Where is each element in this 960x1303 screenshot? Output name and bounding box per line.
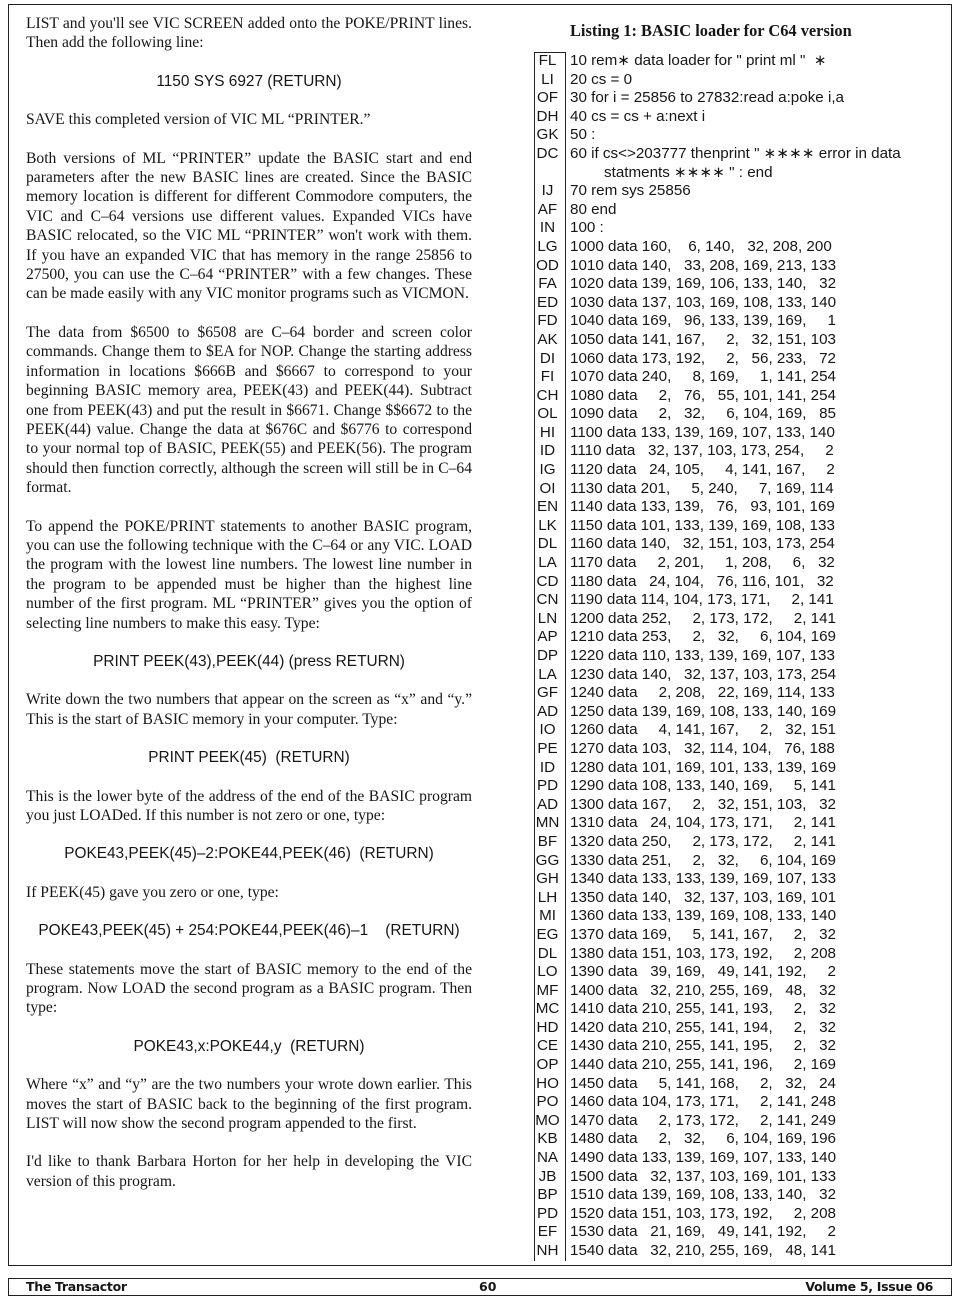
article-paragraph: I'd like to thank Barbara Horton for her help in developing the VIC version of this program. [26,1153,472,1190]
listing-line [530,535,950,554]
basic-statement: 1170 data 2, 201, 1, 208, 6, 32 [570,554,835,572]
listing-line [530,684,950,703]
checksum-code: OF [536,89,559,107]
basic-statement: 1400 data 32, 210, 255, 169, 48, 32 [570,981,836,999]
basic-statement: 1430 data 210, 255, 141, 195, 2, 32 [570,1037,836,1055]
page-footer [8,1278,952,1296]
basic-statement: 1260 data 4, 141, 167, 2, 32, 151 [570,721,836,739]
basic-statement: 1120 data 24, 105, 4, 141, 167, 2 [570,461,835,479]
listing-line [530,628,950,647]
basic-statement: 1280 data 101, 169, 101, 133, 139, 169 [570,758,837,776]
basic-statement: 1140 data 133, 139, 76, 93, 101, 169 [570,498,835,516]
listing-line [530,926,950,945]
basic-statement: 1270 data 103, 32, 114, 104, 76, 188 [570,739,835,757]
listing-line [530,759,950,778]
checksum-code: LA [538,554,557,572]
listing-line [530,1037,950,1056]
listing-line [530,573,950,592]
checksum-code: IJ [541,182,554,200]
checksum-code: EF [537,1223,558,1241]
command-line: POKE43,PEEK(45) + 254:POKE44,PEEK(46)–1 (RETURN) [38,922,460,940]
listing-line [530,721,950,740]
listing-line [530,201,950,220]
checksum-code: DL [537,535,558,553]
listing-line [530,740,950,759]
basic-statement: 1150 data 101, 133, 139, 169, 108, 133 [570,516,835,534]
listing-line [530,1019,950,1038]
basic-statement: 1500 data 32, 137, 103, 169, 101, 133 [570,1167,837,1185]
basic-statement: 1190 data 114, 104, 173, 171, 2, 141 [570,591,834,609]
basic-statement: 1130 data 201, 5, 240, 7, 169, 114 [570,479,834,497]
basic-statement: 1010 data 140, 33, 208, 169, 213, 133 [570,256,837,274]
checksum-code: ID [539,442,556,460]
listing-line [530,1075,950,1094]
basic-statement: 1100 data 133, 139, 169, 107, 133, 140 [570,423,835,441]
listing-line [530,517,950,536]
listing-line [530,350,950,369]
basic-statement: 1250 data 139, 169, 108, 133, 140, 169 [570,702,837,720]
checksum-code: AF [537,200,558,218]
article-column [26,14,472,1210]
listing-line [530,982,950,1001]
basic-statement: 30 for i = 25856 to 27832:read a:poke i,a [570,89,845,107]
listing-line [530,554,950,573]
command-line: POKE43,PEEK(45)–2:POKE44,PEEK(46) (RETURN) [64,845,434,863]
listing-line [530,1130,950,1149]
basic-statement: 1330 data 251, 2, 32, 6, 104, 169 [570,851,836,869]
checksum-code [530,164,562,183]
basic-statement: 1310 data 24, 104, 173, 171, 2, 141 [570,814,836,832]
checksum-code: OI [539,479,556,497]
basic-statement: 1050 data 141, 167, 2, 32, 151, 103 [570,330,836,348]
basic-statement: 100 : [570,219,604,237]
checksum-code: MF [536,981,559,999]
basic-statement: 1440 data 210, 255, 141, 196, 2, 169 [570,1056,837,1074]
article-paragraph: Both versions of ML “PRINTER” update the BASIC start and end parameters after the new BASIC lines are created. Since the BASIC memory location is different for different Commodore computers, the VIC and C–64 versions use different values. Expanded VICs have BASIC relocated, so the VIC ML “PRINTER” won't work with them. If you have an expanded VIC that has memory in the range 25856 to 27500, you can use the C–64 “PRINTER” with a few changes. These can be made easily with any VIC monitor programs such as VICMON. [26,149,472,303]
listing-line [530,833,950,852]
listing-line [530,126,950,145]
basic-statement: 1040 data 169, 96, 133, 139, 169, 1 [570,312,836,330]
basic-statement: 1470 data 2, 173, 172, 2, 141, 249 [570,1111,836,1129]
listing-line [530,71,950,90]
checksum-code: HD [536,1018,559,1036]
basic-statement: 1090 data 2, 32, 6, 104, 169, 85 [570,405,836,423]
article-paragraph: This is the lower byte of the address of the end of the BASIC program you just LOADed. If this number is not zero or one, type: [26,787,472,824]
checksum-code: GK [536,126,559,144]
basic-statement: 1000 data 160, 6, 140, 32, 208, 200 [570,237,832,255]
checksum-code: LA [538,665,557,683]
basic-statement: 1420 data 210, 255, 141, 194, 2, 32 [570,1018,836,1036]
listing-line [530,945,950,964]
basic-statement: 1350 data 140, 32, 137, 103, 169, 101 [570,888,837,906]
listing-line [530,480,950,499]
checksum-code: OP [536,1056,559,1074]
listing-line [530,1186,950,1205]
listing-line [530,907,950,926]
listing-line [530,275,950,294]
listing-line [530,796,950,815]
checksum-code: PE [537,739,558,757]
checksum-code: MO [535,1111,560,1129]
basic-statement: 1060 data 173, 192, 2, 56, 233, 72 [570,349,836,367]
article-paragraph: The data from $6500 to $6508 are C–64 border and screen color commands. Change them to $EA for NOP. Change the starting address information in locations $666B and $6667 to correspond to your beginning BASIC memory area, PEEK(43) and PEEK(44). Subtract one from PEEK(43) and put the result in $6671. Change $$6672 to the PEEK(44) value. Change the data at $676C and $6776 to correspond to your normal top of BASIC, PEEK(55) and PEEK(56). The program should then function correctly, although the screen will still be in C–64 format. [26,323,472,497]
program-listing [530,52,950,1261]
checksum-code: MI [539,907,556,925]
checksum-code: PD [536,777,559,795]
listing-line [530,405,950,424]
basic-statement: 1480 data 2, 32, 6, 104, 169, 196 [570,1130,836,1148]
basic-statement: 1220 data 110, 133, 139, 169, 107, 133 [570,647,835,664]
checksum-code: GF [536,684,559,702]
checksum-code: PO [536,1093,559,1111]
article-paragraph: To append the POKE/PRINT statements to another BASIC program, you can use the following technique with the C–64 or any VIC. LOAD the program with the lowest line numbers. The lowest line number in the program to be appended must be higher than the highest line number of the first program. ML “PRINTER” gives you the option of selecting line numbers to make this easy. Type: [26,517,472,632]
command-line: 1150 SYS 6927 (RETURN) [156,72,342,90]
checksum-code: EG [536,925,559,943]
checksum-code: LH [537,888,558,906]
listing-line [530,777,950,796]
listing-line [530,610,950,629]
basic-statement: 1070 data 240, 8, 169, 1, 141, 254 [570,368,836,386]
listing-column [530,14,950,1261]
listing-line [530,89,950,108]
listing-line [530,368,950,387]
listing-title: Listing 1: BASIC loader for C64 version [570,21,852,40]
basic-statement: 1080 data 2, 76, 55, 101, 141, 254 [570,386,836,404]
basic-statement: 1230 data 140, 32, 137, 103, 173, 254 [570,665,837,683]
basic-statement: 1510 data 139, 169, 108, 133, 140, 32 [570,1186,837,1204]
checksum-code: MC [535,1000,560,1018]
checksum-code: CN [536,591,559,609]
checksum-code: JB [538,1167,557,1185]
basic-statement: 1240 data 2, 208, 22, 169, 114, 133 [570,684,835,702]
basic-statement: 1370 data 169, 5, 141, 167, 2, 32 [570,925,836,943]
checksum-code: CH [536,386,559,404]
checksum-code: CE [536,1037,559,1055]
checksum-code: NH [536,1242,559,1259]
listing-line [530,108,950,127]
checksum-code: ED [536,293,559,311]
listing-line [530,164,950,183]
listing-line [530,1205,950,1224]
listing-line [530,1093,950,1112]
checksum-code: HI [539,423,556,441]
checksum-code: PD [536,1204,559,1222]
checksum-code: HO [536,1074,559,1092]
checksum-code: DI [539,349,556,367]
listing-line [530,294,950,313]
listing-line [530,424,950,443]
checksum-code: NA [536,1149,559,1167]
listing-line [530,814,950,833]
command-line: PRINT PEEK(43),PEEK(44) (press RETURN) [93,652,405,670]
listing-line [530,461,950,480]
listing-line [530,703,950,722]
listing-line [530,963,950,982]
listing-line [530,591,950,610]
basic-statement: 1340 data 133, 133, 139, 169, 107, 133 [570,870,837,888]
checksum-code: DP [536,647,559,664]
listing-line [530,666,950,685]
basic-statement: 1380 data 151, 103, 173, 192, 2, 208 [570,944,837,962]
basic-statement: 1460 data 104, 173, 171, 2, 141, 248 [570,1093,837,1111]
checksum-code: DC [536,144,559,162]
article-paragraph: If PEEK(45) gave you zero or one, type: [26,883,279,901]
basic-statement: 1390 data 39, 169, 49, 141, 192, 2 [570,963,836,981]
listing-line [530,647,950,666]
listing-line [530,1056,950,1075]
listing-line [530,498,950,517]
basic-statement: 1030 data 137, 103, 169, 108, 133, 140 [570,293,837,311]
basic-statement: 1110 data 32, 137, 103, 173, 254, 2 [570,442,834,460]
basic-statement: 1200 data 252, 2, 173, 172, 2, 141 [570,609,836,627]
checksum-code: AK [537,330,558,348]
basic-statement: 1320 data 250, 2, 173, 172, 2, 141 [570,832,836,850]
basic-statement: 10 rem∗ data loader for " print ml " ∗ [570,52,827,69]
basic-statement: 1300 data 167, 2, 32, 151, 103, 32 [570,795,836,813]
checksum-code: GG [535,851,560,869]
listing-line [530,870,950,889]
listing-line [530,442,950,461]
article-paragraph: LIST and you'll see VIC SCREEN added onto the POKE/PRINT lines. Then add the following line: [26,15,472,52]
checksum-code: ID [539,758,556,776]
listing-line [530,182,950,201]
checksum-code: FI [540,368,555,386]
checksum-code: BP [537,1186,558,1204]
publication-name: The Transactor [26,1279,127,1294]
basic-statement: 1160 data 140, 32, 151, 103, 173, 254 [570,535,835,553]
article-paragraph: Write down the two numbers that appear on the screen as “x” and “y.” This is the start of BASIC memory in your computer. Type: [26,691,472,728]
basic-statement: 20 cs = 0 [570,70,633,88]
basic-statement: 1360 data 133, 139, 169, 108, 133, 140 [570,907,837,925]
listing-line [530,852,950,871]
issue-label: Volume 5, Issue 06 [805,1279,933,1294]
listing-line [530,145,950,164]
checksum-code: DH [536,107,559,125]
checksum-code: KB [537,1130,558,1148]
checksum-code: IN [539,219,556,237]
listing-line [530,1168,950,1187]
checksum-code: DL [537,944,558,962]
checksum-code: LN [537,609,558,627]
basic-statement: 1450 data 5, 141, 168, 2, 32, 24 [570,1074,836,1092]
checksum-code: OD [536,256,559,274]
basic-statement: 60 if cs<>203777 thenprint " ∗∗∗∗ error in data [570,144,901,162]
listing-line [530,889,950,908]
basic-statement: 1530 data 21, 169, 49, 141, 192, 2 [570,1223,836,1241]
basic-statement: 50 : [570,126,596,144]
basic-statement: 1180 data 24, 104, 76, 116, 101, 32 [570,572,834,590]
checksum-code: AP [537,628,558,646]
checksum-code: CD [536,572,559,590]
listing-line [530,312,950,331]
article-paragraph: Where “x” and “y” are the two numbers your wrote down earlier. This moves the start of BASIC back to the beginning of the first program. LIST will now show the second program appended to the first. [26,1076,472,1133]
basic-statement: 80 end [570,200,617,218]
listing-line [530,219,950,238]
checksum-code: LG [537,237,558,255]
basic-statement: 70 rem sys 25856 [570,182,691,200]
checksum-code: FD [537,312,558,330]
listing-line [530,387,950,406]
basic-statement: 1210 data 253, 2, 32, 6, 104, 169 [570,628,836,646]
command-line: POKE43,x:POKE44,y (RETURN) [133,1037,365,1055]
listing-line [530,1149,950,1168]
checksum-code: LO [537,963,558,981]
checksum-code: IO [539,721,556,739]
checksum-code: OL [537,405,558,423]
basic-statement: 40 cs = cs + a:next i [570,107,706,125]
checksum-code: BF [537,832,558,850]
basic-statement: 1020 data 139, 169, 106, 133, 140, 32 [570,275,837,293]
checksum-code: FA [538,275,557,293]
listing-line [530,238,950,257]
article-paragraph: These statements move the start of BASIC memory to the end of the program. Now LOAD the second program as a BASIC program. Then type: [26,960,472,1017]
article-paragraph: SAVE this completed version of VIC ML “PRINTER.” [26,111,371,129]
checksum-code: LK [538,516,557,534]
page-number: 60 [479,1279,497,1294]
checksum-code: LI [541,70,554,88]
listing-line [530,331,950,350]
basic-statement: 1490 data 133, 139, 169, 107, 133, 140 [570,1149,837,1167]
checksum-code: FL [538,52,557,69]
basic-statement: statments ∗∗∗∗ " : end [604,163,773,181]
checksum-code: EN [536,498,559,516]
command-line: PRINT PEEK(45) (RETURN) [148,749,350,767]
listing-line [530,1242,950,1261]
checksum-code: GH [536,870,559,888]
listing-line [530,1112,950,1131]
basic-statement: 1540 data 32, 210, 255, 169, 48, 141 [570,1242,837,1259]
checksum-code: MN [535,814,560,832]
listing-line [530,257,950,276]
basic-statement: 1520 data 151, 103, 173, 192, 2, 208 [570,1204,837,1222]
basic-statement: 1410 data 210, 255, 141, 193, 2, 32 [570,1000,836,1018]
listing-line [530,1223,950,1242]
checksum-code: AD [536,702,559,720]
listing-line [530,52,950,71]
checksum-code: AD [536,795,559,813]
listing-line [530,1000,950,1019]
checksum-code: IG [539,461,556,479]
basic-statement: 1290 data 108, 133, 140, 169, 5, 141 [570,777,837,795]
